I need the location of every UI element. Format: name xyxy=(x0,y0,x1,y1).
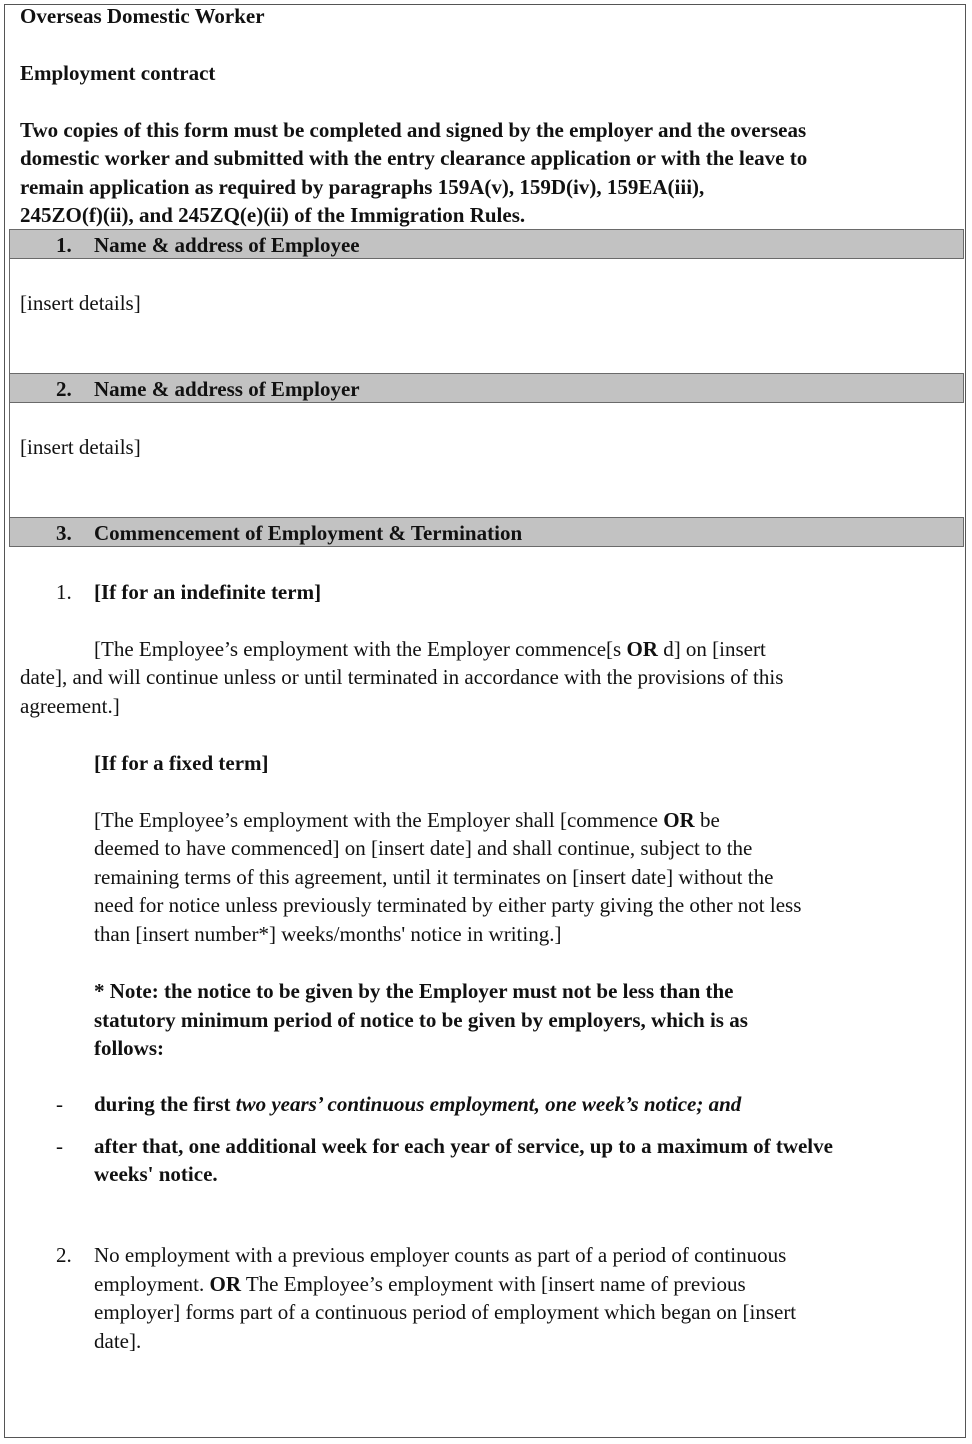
clause-number: 1. xyxy=(56,580,72,604)
intro-line: 245ZO(f)(ii), and 245ZQ(e)(ii) of the Immigration Rules. xyxy=(20,203,526,227)
fixed-term-heading: [If for a fixed term] xyxy=(94,751,269,775)
bullet-dash: - xyxy=(56,1134,63,1158)
indefinite-term-text: agreement.] xyxy=(20,694,120,718)
section-number: 1. xyxy=(56,233,72,257)
bullet-dash: - xyxy=(56,1092,63,1116)
or-keyword: OR xyxy=(209,1272,241,1296)
clause2-text: employer] forms part of a continuous period of employment which began on [insert xyxy=(94,1300,797,1324)
notice-note: follows: xyxy=(94,1036,164,1060)
fixed-term-text: deemed to have commenced] on [insert date] and shall continue, subject to the xyxy=(94,836,753,860)
section-title-employer: Name & address of Employer xyxy=(94,377,360,401)
section-title-commencement: Commencement of Employment & Termination xyxy=(94,521,523,545)
notice-note: * Note: the notice to be given by the Employer must not be less than the xyxy=(94,979,734,1003)
fixed-term-text: than [insert number*] weeks/months' notice in writing.] xyxy=(94,922,562,946)
notice-note: statutory minimum period of notice to be given by employers, which is as xyxy=(94,1008,748,1032)
document-title: Overseas Domestic Worker xyxy=(20,4,265,28)
or-keyword: OR xyxy=(626,637,658,661)
indefinite-term-heading: [If for an indefinite term] xyxy=(94,580,322,604)
bullet-item: after that, one additional week for each year of service, up to a maximum of twelve xyxy=(94,1134,833,1158)
document-subtitle: Employment contract xyxy=(20,61,216,85)
clause2-text: date]. xyxy=(94,1329,142,1353)
employee-details-placeholder: [insert details] xyxy=(20,291,141,315)
bullet-item: during the first two years’ continuous employment, one week’s notice; and xyxy=(94,1092,742,1116)
indefinite-term-text: date], and will continue unless or until terminated in accordance with the provisions of this xyxy=(20,665,784,689)
section-border xyxy=(9,403,10,517)
clause2-text: employment. OR The Employee’s employment with [insert name of previous xyxy=(94,1272,746,1296)
section-number: 2. xyxy=(56,377,72,401)
employer-details-placeholder: [insert details] xyxy=(20,435,141,459)
fixed-term-text: need for notice unless previously terminated by either party giving the other not less xyxy=(94,893,802,917)
section-title-employee: Name & address of Employee xyxy=(94,233,360,257)
intro-line: remain application as required by paragraphs 159A(v), 159D(iv), 159EA(iii), xyxy=(20,175,705,199)
fixed-term-text: remaining terms of this agreement, until it terminates on [insert date] without the xyxy=(94,865,774,889)
section-number: 3. xyxy=(56,521,72,545)
intro-line: domestic worker and submitted with the entry clearance application or with the leave to xyxy=(20,146,808,170)
clause2-text: No employment with a previous employer counts as part of a period of continuous xyxy=(94,1243,787,1267)
fixed-term-text: [The Employee’s employment with the Employer shall [commence OR be xyxy=(94,808,720,832)
indefinite-term-text: [The Employee’s employment with the Employer commence[s OR d] on [insert xyxy=(94,637,766,661)
section-border xyxy=(9,259,10,373)
clause-number: 2. xyxy=(56,1243,72,1267)
bullet-item: weeks' notice. xyxy=(94,1162,218,1186)
or-keyword: OR xyxy=(663,808,695,832)
intro-line: Two copies of this form must be completed and signed by the employer and the overseas xyxy=(20,118,807,142)
